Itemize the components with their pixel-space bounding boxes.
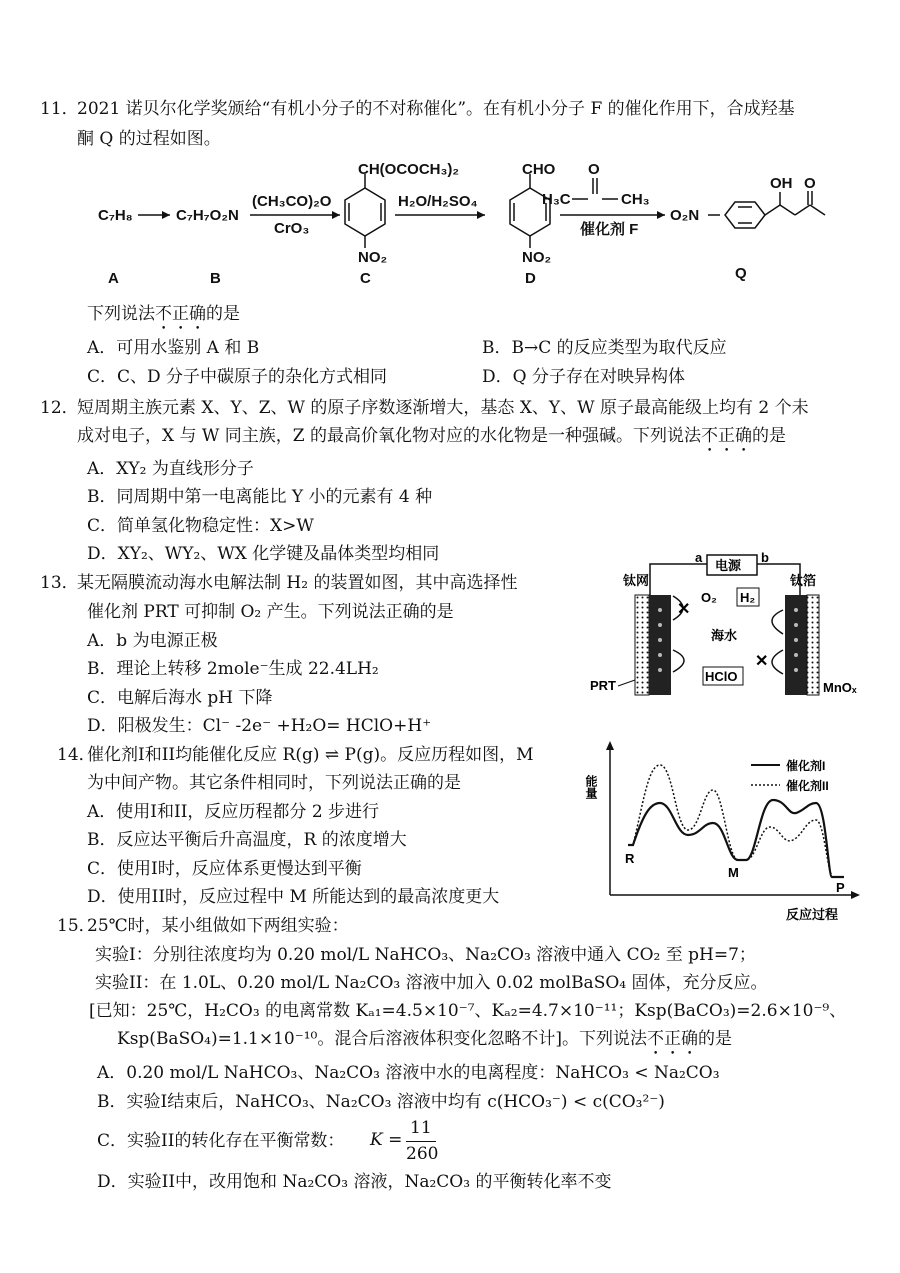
q12-number: 12． — [40, 398, 79, 418]
h2-label: H₂ — [740, 590, 756, 605]
q15-option-a[interactable]: A．0.20 mol/L NaHCO₃、Na₂CO₃ 溶液中水的电离程度：NaHCO₃ < Na₂CO₃ — [97, 1063, 720, 1083]
q12-option-d[interactable]: D．XY₂、WY₂、WX 化学键及晶体类型均相同 — [87, 544, 440, 564]
svg-text:✕: ✕ — [755, 653, 769, 670]
q14-option-d[interactable]: D．使用II时，反应过程中 M 所能达到的最高浓度更大 — [87, 887, 500, 907]
legend-catalyst-1: 催化剂I — [786, 759, 826, 773]
q13-electrolysis-figure — [585, 550, 870, 710]
q12-stem-line1: 短周期主族元素 X、Y、Z、W 的原子序数逐渐增大，基态 X、Y、W 原子最高能级上均有 2 个未 — [77, 398, 809, 418]
q15-experiment-1: 实验I：分别往浓度均为 0.20 mol/L NaHCO₃、Na₂CO₃ 溶液中通入 CO₂ 至 pH=7； — [95, 945, 756, 965]
seawater-label: 海水 — [711, 628, 738, 643]
terminal-a: a — [695, 550, 703, 565]
b-formula: C₇H₇O₂N — [176, 207, 239, 224]
q11-option-c[interactable]: C．C、D 分子中碳原子的杂化方式相同 — [87, 367, 388, 387]
point-r: R — [625, 851, 635, 866]
acetone-o: O — [588, 161, 600, 178]
mnox-layer — [807, 595, 819, 695]
catalyst-f: 催化剂 F — [580, 221, 639, 238]
q15-stem-line1: 25℃时，某小组做如下两组实验： — [87, 916, 349, 936]
q-prefix: O₂N — [670, 207, 700, 224]
terminal-b: b — [761, 550, 769, 565]
q15-option-b[interactable]: B．实验I结束后，NaHCO₃、Na₂CO₃ 溶液中均有 c(HCO₃⁻) < c(CO₃²⁻) — [97, 1092, 665, 1112]
q14-stem-line2: 为中间产物。其它条件相同时，下列说法正确的是 — [87, 773, 461, 793]
prt-layer — [635, 595, 649, 695]
legend-catalyst-2: 催化剂II — [786, 779, 829, 793]
q13-option-b[interactable]: B．理论上转移 2mole⁻生成 22.4LH₂ — [87, 659, 379, 679]
q12-option-c[interactable]: C．简单氢化物稳定性：X>W — [87, 516, 314, 536]
q14-energy-diagram — [584, 735, 868, 925]
q13-option-a[interactable]: A．b 为电源正极 — [87, 631, 218, 651]
acetone-left: H₃C — [542, 191, 571, 208]
q15-option-d[interactable]: D．实验II中，改用饱和 Na₂CO₃ 溶液，Na₂CO₃ 的平衡转化率不变 — [97, 1172, 612, 1192]
q12-option-a[interactable]: A．XY₂ 为直线形分子 — [87, 459, 254, 479]
reagent1-top: (CH₃CO)₂O — [252, 193, 332, 210]
q14-option-a[interactable]: A．使用I和II，反应历程都分 2 步进行 — [87, 802, 380, 822]
q15-known-2: Ksp(BaSO₄)=1.1×10⁻¹⁰。混合后溶液体积变化忽略不计]。下列说法不正确的是 — [117, 1029, 732, 1049]
q15-known-1: [已知：25℃，H₂CO₃ 的电离常数 Kₐ₁=4.5×10⁻⁷、Kₐ₂=4.7×10⁻¹¹；Ksp(BaCO₃)=2.6×10⁻⁹、 — [89, 1001, 847, 1021]
a-formula: C₇H₈ — [98, 207, 133, 224]
x-axis-label: 反应过程 — [786, 907, 839, 922]
q12-stem-line2: 成对电子，X 与 W 同主族，Z 的最高价氧化物对应的水化物是一种强碱。下列说法不正确的是 — [77, 426, 787, 446]
q13-stem-line2: 催化剂 PRT 可抑制 O₂ 产生。下列说法正确的是 — [87, 602, 454, 622]
q11-option-a[interactable]: A．可用水鉴别 A 和 B — [87, 338, 260, 358]
q-oh: OH — [770, 175, 793, 192]
mnox-label: MnOₓ — [823, 680, 857, 695]
c-no2: NO₂ — [358, 249, 388, 266]
o2-label: O₂ — [701, 590, 717, 605]
label-b: B — [210, 270, 221, 287]
label-d: D — [525, 270, 536, 287]
q14-option-c[interactable]: C．使用I时，反应体系更慢达到平衡 — [87, 859, 362, 879]
q15-option-c[interactable]: C．实验II的转化存在平衡常数： — [97, 1131, 345, 1151]
reagent1-bottom: CrO₃ — [274, 220, 310, 237]
q11-stem-line1: 2021 诺贝尔化学奖颁给“有机小分子的不对称催化”。在有机小分子 F 的催化作用下，合成羟基 — [77, 99, 795, 119]
q13-stem-line1: 某无隔膜流动海水电解法制 H₂ 的装置如图，其中高选择性 — [77, 573, 518, 593]
right-electrode-label: 钛箔 — [790, 573, 817, 588]
label-c: C — [360, 270, 371, 287]
point-m: M — [728, 865, 739, 880]
q15-number: 15． — [57, 916, 96, 936]
q13-number: 13． — [40, 573, 79, 593]
q14-stem-line1: 催化剂I和II均能催化反应 R(g) ⇌ P(g)。反应历程如图，M — [87, 745, 534, 765]
d-substituent: CHO — [522, 161, 556, 178]
y-axis-label: 能量 — [584, 775, 598, 799]
label-q: Q — [735, 265, 747, 282]
q11-number: 11． — [40, 99, 79, 119]
reagent2-top: H₂O/H₂SO₄ — [398, 193, 478, 210]
svg-text:✕: ✕ — [677, 601, 691, 618]
left-electrode-label: 钛网 — [623, 573, 650, 588]
q-o: O — [804, 175, 816, 192]
prt-label: PRT — [590, 678, 616, 693]
q12-option-b[interactable]: B．同周期中第一电离能比 Y 小的元素有 4 种 — [87, 487, 433, 507]
power-label: 电源 — [715, 558, 742, 573]
q11-option-b[interactable]: B．B→C 的反应类型为取代反应 — [482, 338, 727, 358]
q13-option-c[interactable]: C．电解后海水 pH 下降 — [87, 688, 273, 708]
q14-number: 14． — [57, 745, 96, 765]
q11-stem-line2: 酮 Q 的过程如图。 — [77, 129, 221, 149]
q15-experiment-2: 实验II：在 1.0L、0.20 mol/L Na₂CO₃ 溶液中加入 0.02 molBaSO₄ 固体，充分反应。 — [95, 973, 768, 993]
q13-option-d[interactable]: D．阳极发生：Cl⁻ -2e⁻ +H₂O= HClO+H⁺ — [87, 716, 432, 736]
point-p: P — [836, 880, 845, 895]
acetone-right: CH₃ — [621, 191, 650, 208]
q11-option-d[interactable]: D．Q 分子存在对映异构体 — [482, 367, 685, 387]
q14-option-b[interactable]: B．反应达平衡后升高温度，R 的浓度增大 — [87, 830, 407, 850]
d-no2: NO₂ — [522, 249, 552, 266]
c-substituent: CH(OCOCH₃)₂ — [358, 161, 460, 178]
q11-reaction-scheme — [90, 158, 870, 288]
q11-question: 下列说法不正确的是 — [87, 304, 240, 324]
hclo-label: HClO — [705, 669, 738, 684]
label-a: A — [108, 270, 119, 287]
